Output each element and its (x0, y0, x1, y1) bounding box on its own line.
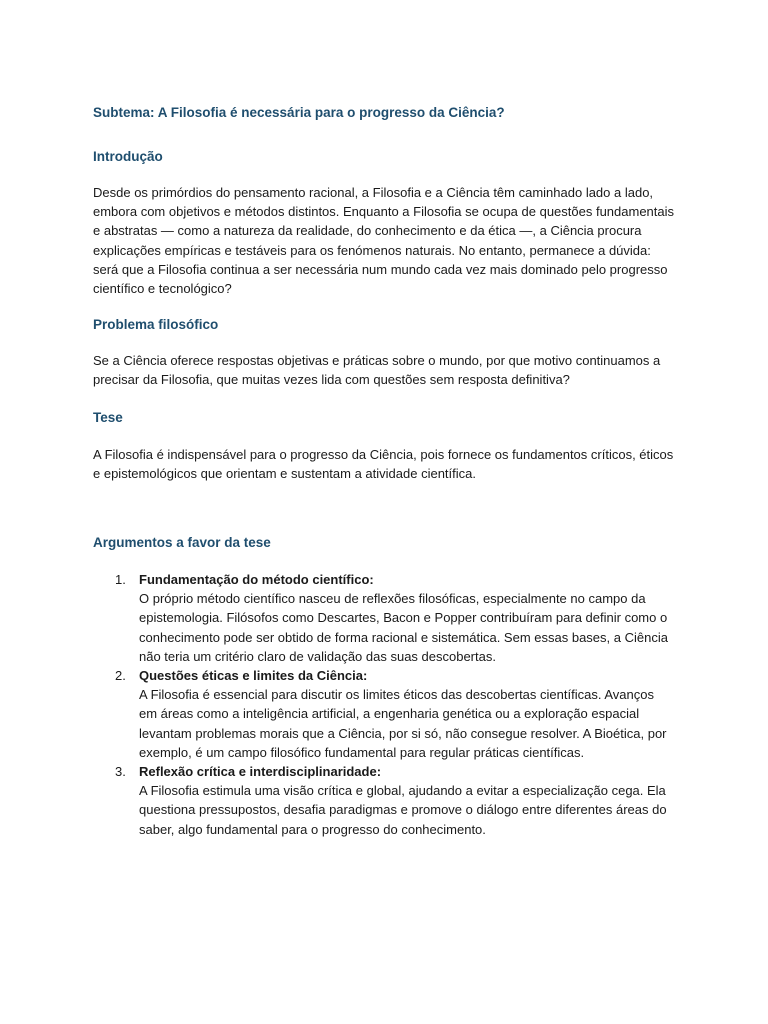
argument-number: 1. (115, 572, 126, 588)
document-page (93, 103, 675, 839)
argument-text: O próprio método científico nasceu de reflexões filosóficas, especialmente no campo da epistemologia. Filósofos como Descartes, Bacon e Popper contribuíram para definir como o conhecimento pode ser obtido de forma racional e sistemática. Sem essas bases, a Ciência não teria um critério claro de validação das suas descobertas. (139, 591, 668, 664)
section-heading-introducao: Introdução (93, 149, 163, 164)
section-text-problema: Se a Ciência oferece respostas objetivas e práticas sobre o mundo, por que motivo continuamos a precisar da Filosofia, que muitas vezes lida com questões sem resposta definitiva? (93, 353, 661, 388)
argument-text: A Filosofia estimula uma visão crítica e global, ajudando a evitar a especialização cega. Ela questiona pressupostos, desafia paradigmas e promove o diálogo entre diferentes áreas do saber, algo fundamental para o progresso do conhecimento. (139, 783, 667, 837)
section-text-introducao: Desde os primórdios do pensamento racional, a Filosofia e a Ciência têm caminhado lado a lado, embora com objetivos e métodos distintos. Enquanto a Filosofia se ocupa de questões fundamentais e abstratas — como a natureza da realidade, do conhecimento e da ética —, a Ciência procura explicações empíricas e testáveis para os fenómenos naturais. No entanto, permanece a dúvida: será que a Filosofia continua a ser necessária num mundo cada vez mais dominado pelo progresso científico e tecnológico? (93, 185, 675, 297)
argument-title: Questões éticas e limites da Ciência: (139, 668, 368, 684)
argument-title: Fundamentação do método científico: (139, 572, 374, 588)
document-subtitle: Subtema: A Filosofia é necessária para o progresso da Ciência? (93, 105, 505, 120)
section-heading-tese: Tese (93, 409, 123, 425)
section-heading-problema: Problema filosófico (93, 317, 219, 333)
argument-number: 2. (115, 668, 126, 684)
argument-text: A Filosofia é essencial para discutir os limites éticos das descobertas científicas. Avanços em áreas como a inteligência artificial, a engenharia genética ou a exploração espacial levantam problemas morais que a Ciência, por si só, não consegue resolver. A Bioética, por exemplo, é um campo filosófico fundamental para regular práticas científicas. (139, 687, 667, 760)
argument-item (93, 762, 675, 839)
argument-number: 3. (115, 764, 126, 780)
argument-title: Reflexão crítica e interdisciplinaridade: (139, 764, 382, 780)
argument-item (93, 570, 675, 666)
argument-item (93, 666, 675, 762)
arguments-list (93, 570, 675, 839)
section-heading-argumentos: Argumentos a favor da tese (93, 535, 271, 551)
section-text-tese: A Filosofia é indispensável para o progresso da Ciência, pois fornece os fundamentos críticos, éticos e epistemológicos que orientam e sustentam a atividade científica. (93, 446, 674, 481)
